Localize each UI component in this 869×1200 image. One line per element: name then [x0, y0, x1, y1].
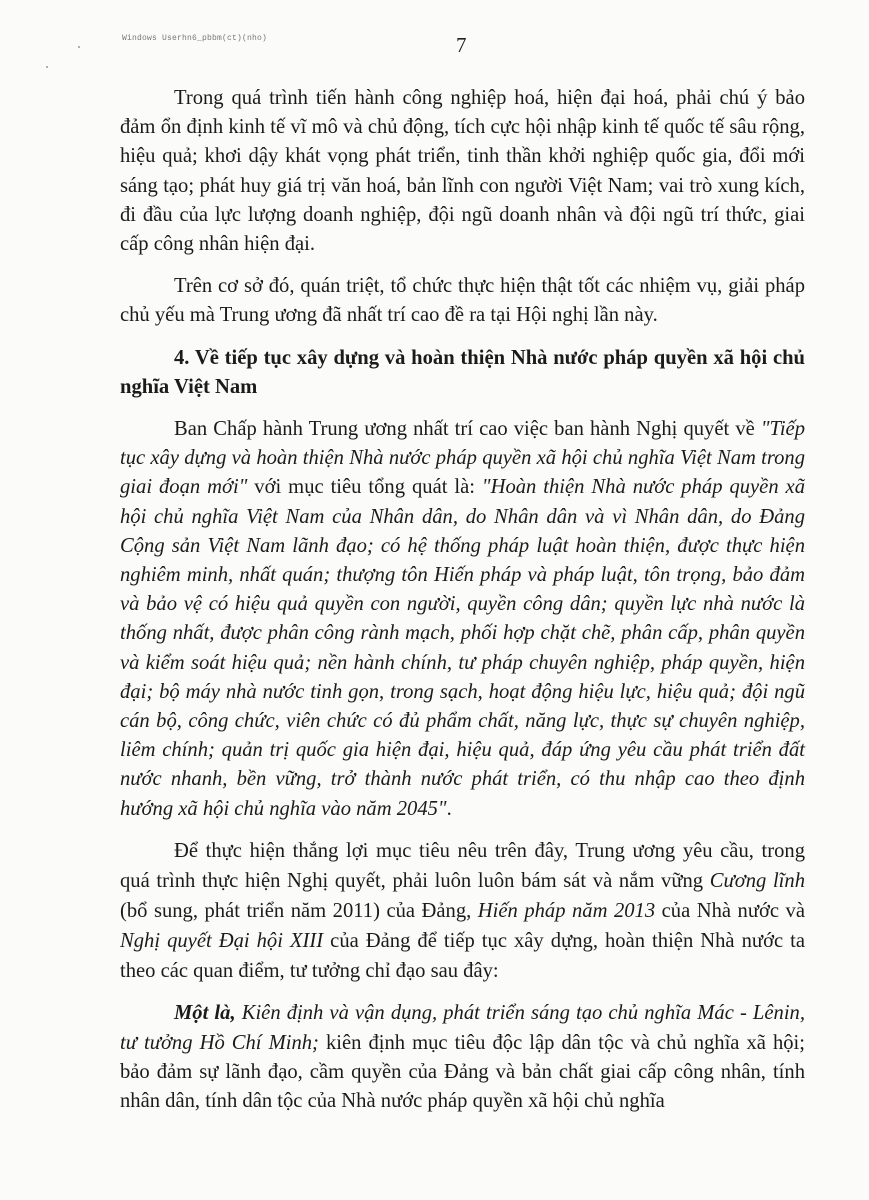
point-lead: Một là,: [174, 1002, 236, 1025]
text-run: (bổ sung, phát triển năm 2011) của Đảng,: [120, 899, 478, 922]
paragraph: Trên cơ sở đó, quán triệt, tổ chức thực hiện thật tốt các nhiệm vụ, giải pháp chủ yếu mà Trung ương đã nhất trí cao đề ra tại Hội nghị lần này.: [120, 275, 805, 327]
file-path-header: Windows Userhn6_pbbm(ct)(nho): [122, 34, 268, 43]
italic-reference: Hiến pháp năm 2013: [477, 899, 656, 922]
goal-quote: "Hoàn thiện Nhà nước pháp quyền xã hội chủ nghĩa Việt Nam của Nhân dân, do Nhân dân và vì Nhân dân, do Đảng Cộng sản Việt Nam lãnh đạo; có hệ thống pháp luật hoàn thiện, được thực hiện nghiêm minh, nhất quán; thượng tôn Hiến pháp và pháp luật, tôn trọng, bảo đảm và bảo vệ có hiệu quả quyền con người, quyền công dân; quyền lực nhà nước là thống nhất, được phân công rành mạch, phối hợp chặt chẽ, phân cấp, phân quyền và kiểm soát hiệu quả; nền hành chính, tư pháp chuyên nghiệp, pháp quyền, hiện đại; bộ máy nhà nước tinh gọn, trong sạch, hoạt động hiệu lực, hiệu quả; đội ngũ cán bộ, công chức, viên chức có đủ phẩm chất, năng lực, thực sự chuyên nghiệp, liêm chính; quản trị quốc gia hiện đại, hiệu quả, đáp ứng yêu cầu phát triển đất nước nhanh, bền vững, trở thành nước phát triển, có thu nhập cao theo định hướng xã hội chủ nghĩa vào năm 2045": [120, 476, 805, 820]
text-run: Ban Chấp hành Trung ương nhất trí cao việc ban hành Nghị quyết về: [174, 418, 761, 441]
paragraph: [120, 999, 805, 1116]
text-run: .: [446, 797, 452, 820]
paragraph: [120, 837, 805, 987]
page-number: 7: [456, 33, 467, 57]
text-run: kiên định mục tiêu độc lập dân tộc và chủ nghĩa xã hội; bảo đảm sự lãnh đạo, cầm quyền của Đảng và bản chất giai cấp công nhân, tính nhân dân, tính dân tộc của Nhà nước pháp quyền xã hội chủ nghĩa: [120, 1031, 805, 1113]
resolution-title: "Tiếp tục xây dựng và hoàn thiện Nhà nước pháp quyền xã hội chủ nghĩa Việt Nam trong giai đoạn mới": [120, 418, 805, 499]
text-run: của Nhà nước và: [655, 899, 805, 922]
italic-reference: Cương lĩnh: [709, 869, 805, 892]
scan-speck: [46, 66, 48, 68]
section-heading: 4. Về tiếp tục xây dựng và hoàn thiện Nhà nước pháp quyền xã hội chủ nghĩa Việt Nam: [120, 346, 805, 398]
text-run: với mục tiêu tổng quát là:: [247, 476, 482, 499]
scan-speck: [78, 46, 80, 48]
italic-reference: Nghị quyết Đại hội XIII: [120, 929, 324, 952]
italic-principle: Kiên định và vận dụng, phát triển sáng tạo chủ nghĩa Mác - Lênin, tư tưởng Hồ Chí Minh;: [120, 1002, 805, 1054]
text-run: của Đảng để tiếp tục xây dựng, hoàn thiện Nhà nước ta theo các quan điểm, tư tưởng chỉ đạo sau đây:: [120, 929, 805, 982]
text-run: Để thực hiện thắng lợi mục tiêu nêu trên đây, Trung ương yêu cầu, trong quá trình thực hiện Nghị quyết, phải luôn luôn bám sát và nắm vững: [120, 839, 805, 892]
paragraph: [120, 415, 805, 824]
paragraph: Trong quá trình tiến hành công nghiệp hoá, hiện đại hoá, phải chú ý bảo đảm ổn định kinh tế vĩ mô và chủ động, tích cực hội nhập kinh tế quốc tế sâu rộng, hiệu quả; khơi dậy khát vọng phát triển, tinh thần khởi nghiệp quốc gia, đổi mới sáng tạo; phát huy giá trị văn hoá, bản lĩnh con người Việt Nam; vai trò xung kích, đi đầu của lực lượng doanh nghiệp, đội ngũ doanh nhân và đội ngũ trí thức, giai cấp công nhân hiện đại.: [120, 87, 805, 256]
document-body: [120, 84, 805, 1129]
